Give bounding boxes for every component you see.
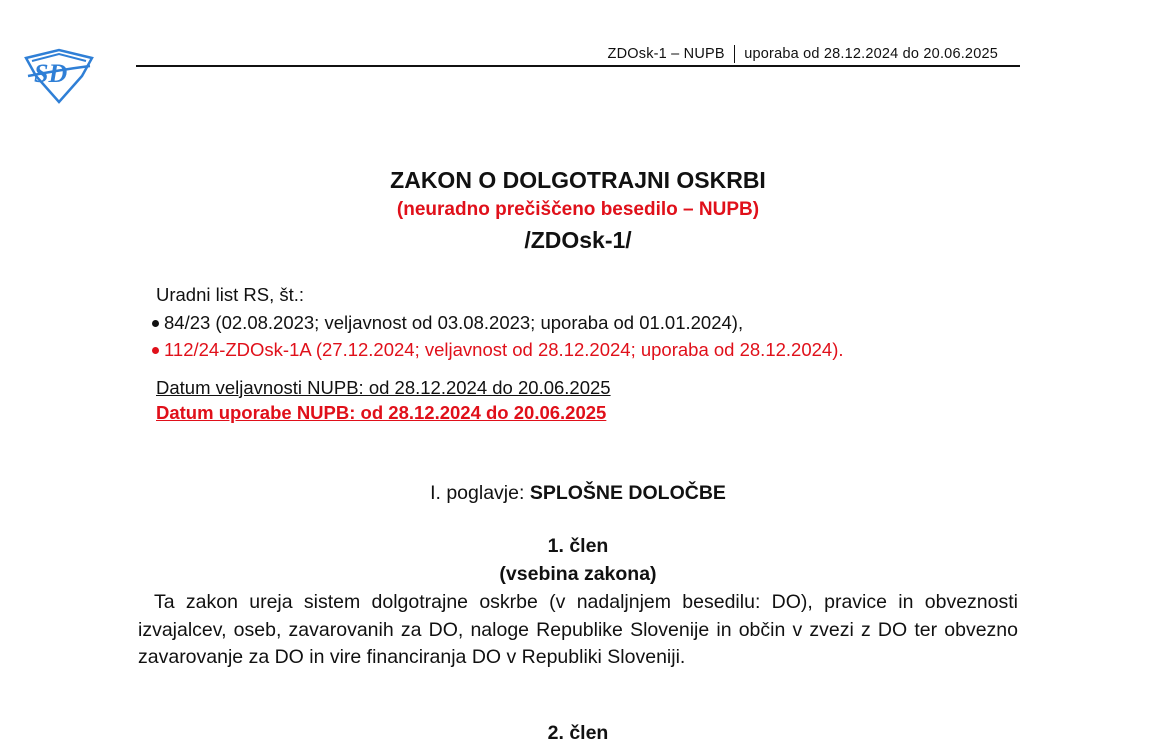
gazette-entry xyxy=(152,339,844,361)
law-subtitle: (neuradno prečiščeno besedilo – NUPB) xyxy=(396,199,760,220)
article-number: 1. člen xyxy=(547,535,609,557)
article-number: 2. člen xyxy=(547,722,609,744)
chapter-name: SPLOŠNE DOLOČBE xyxy=(529,482,726,504)
bullet-icon xyxy=(152,320,159,327)
chapter-prefix: I. poglavje: xyxy=(430,482,525,504)
bullet-icon xyxy=(152,347,159,354)
law-title: ZAKON O DOLGOTRAJNI OSKRBI xyxy=(390,167,766,193)
running-header xyxy=(136,44,1020,67)
sd-shield-logo-icon xyxy=(22,46,96,104)
gazette-entry-text: 84/23 (02.08.2023; veljavnost od 03.08.2023; uporaba od 01.01.2024), xyxy=(164,312,744,333)
article-title: (vsebina zakona) xyxy=(499,563,657,585)
header-doc-code: ZDOsk-1 – NUPB xyxy=(607,46,725,62)
law-abbreviation: /ZDOsk-1/ xyxy=(524,227,632,253)
gazette-entry-text: 112/24-ZDOsk-1A (27.12.2024; veljavnost od 28.12.2024; uporaba od 28.12.2024). xyxy=(164,339,844,360)
article-text: Ta zakon ureja sistem dolgotrajne oskrbe (v nadaljnjem besedilu: DO), pravice in obveznosti izvajalcev, oseb, zavarovanih za DO, naloge Republike Slovenije in občin v zvezi z DO ter obvezno zavarovanje za DO in vire financiranja DO v Republiki Sloveniji. xyxy=(138,591,1018,668)
header-application-period: uporaba od 28.12.2024 do 20.06.2025 xyxy=(744,46,998,62)
header-separator xyxy=(734,45,736,63)
application-date: Datum uporabe NUPB: od 28.12.2024 do 20.06.2025 xyxy=(156,402,607,423)
chapter-heading xyxy=(136,482,1020,505)
gazette-entry xyxy=(152,312,743,334)
gazette-label: Uradni list RS, št.: xyxy=(156,284,305,305)
svg-text:SD: SD xyxy=(34,59,68,88)
validity-date: Datum veljavnosti NUPB: od 28.12.2024 do 20.06.2025 xyxy=(156,377,611,398)
